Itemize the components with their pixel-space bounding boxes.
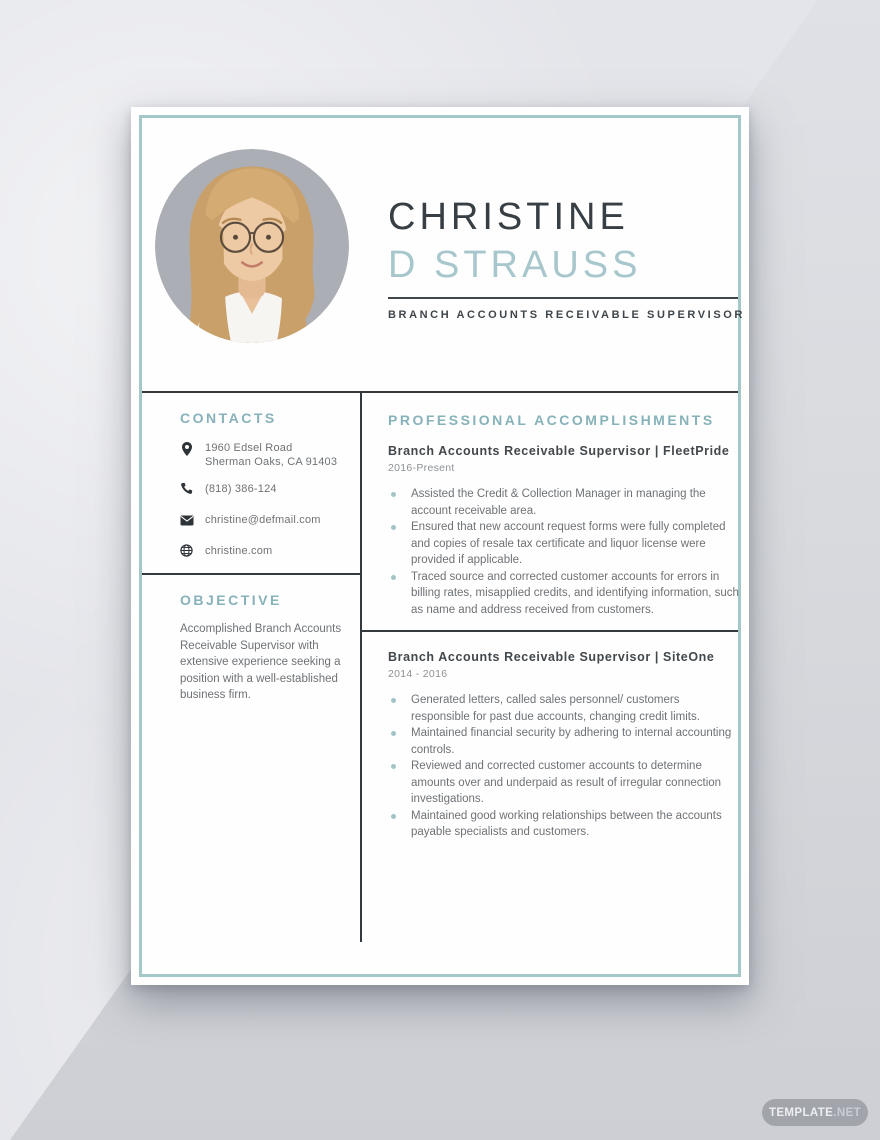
resume-page: [131, 107, 749, 985]
bullet-item: Reviewed and corrected customer accounts to determine amounts over and underpaid as result of irregular connection investigations.: [388, 758, 740, 808]
name-underline-rule: [388, 297, 738, 299]
contact-address-text: 1960 Edsel Road Sherman Oaks, CA 91403: [205, 442, 338, 468]
contacts-heading: CONTACTS: [180, 410, 277, 426]
bullet-item: Assisted the Credit & Collection Manager in managing the account receivable area.: [388, 486, 740, 519]
watermark-tld: .NET: [833, 1106, 862, 1119]
contact-phone-text: (818) 386-124: [205, 483, 277, 495]
bullet-item: Ensured that new account request forms were fully completed and copies of resale tax certificate and liquor license were provided if applicable.: [388, 519, 740, 569]
job-bullet-list: [388, 692, 740, 841]
job-title: Branch Accounts Receivable Supervisor | SiteOne: [388, 650, 715, 664]
job-entry-fleetpride: [388, 444, 740, 618]
column-divider-line: [360, 393, 362, 942]
contact-phone: [180, 482, 358, 500]
job-dates: 2014 - 2016: [388, 668, 448, 680]
job-dates: 2016-Present: [388, 462, 455, 474]
email-icon: [180, 513, 194, 531]
contact-website-text: christine.com: [205, 545, 273, 557]
last-name: D STRAUSS: [388, 244, 642, 286]
objective-heading: OBJECTIVE: [180, 592, 282, 608]
job-entry-siteone: [388, 650, 740, 841]
bullet-item: Generated letters, called sales personnel/ customers responsible for past due accounts, changing credit limits.: [388, 692, 740, 725]
name-block: [388, 195, 641, 287]
first-name: CHRISTINE: [388, 196, 629, 238]
profile-photo: [155, 149, 349, 343]
contacts-list: [180, 441, 358, 562]
phone-icon: [180, 482, 194, 500]
contact-website: [180, 544, 358, 562]
bullet-item: Traced source and corrected customer accounts for errors in billing rates, misapplied credits, and identifying information, such as name and address received from customers.: [388, 569, 740, 619]
contact-email: [180, 513, 358, 531]
globe-icon: [180, 544, 194, 562]
header-divider-line: [142, 391, 738, 393]
contact-address: [180, 441, 358, 469]
contact-email-text: christine@defmail.com: [205, 514, 321, 526]
objective-text: Accomplished Branch Accounts Receivable Supervisor with extensive experience seeking a position with a well-established business firm.: [180, 623, 342, 701]
accomplishments-heading: PROFESSIONAL ACCOMPLISHMENTS: [388, 412, 715, 428]
jobs-divider-line: [360, 630, 738, 632]
job-title: Branch Accounts Receivable Supervisor | FleetPride: [388, 444, 730, 458]
template-net-watermark: [762, 1099, 868, 1126]
watermark-brand: TEMPLATE: [768, 1106, 834, 1119]
bullet-item: Maintained financial security by adhering to internal accounting controls.: [388, 725, 740, 758]
job-title-header: BRANCH ACCOUNTS RECEIVABLE SUPERVISOR: [388, 309, 745, 321]
location-pin-icon: [180, 441, 194, 462]
job-bullet-list: [388, 486, 740, 618]
contacts-objective-divider: [142, 573, 360, 575]
bullet-item: Maintained good working relationships between the accounts payable specialists and customers.: [388, 808, 740, 841]
portrait-illustration: [155, 149, 349, 343]
